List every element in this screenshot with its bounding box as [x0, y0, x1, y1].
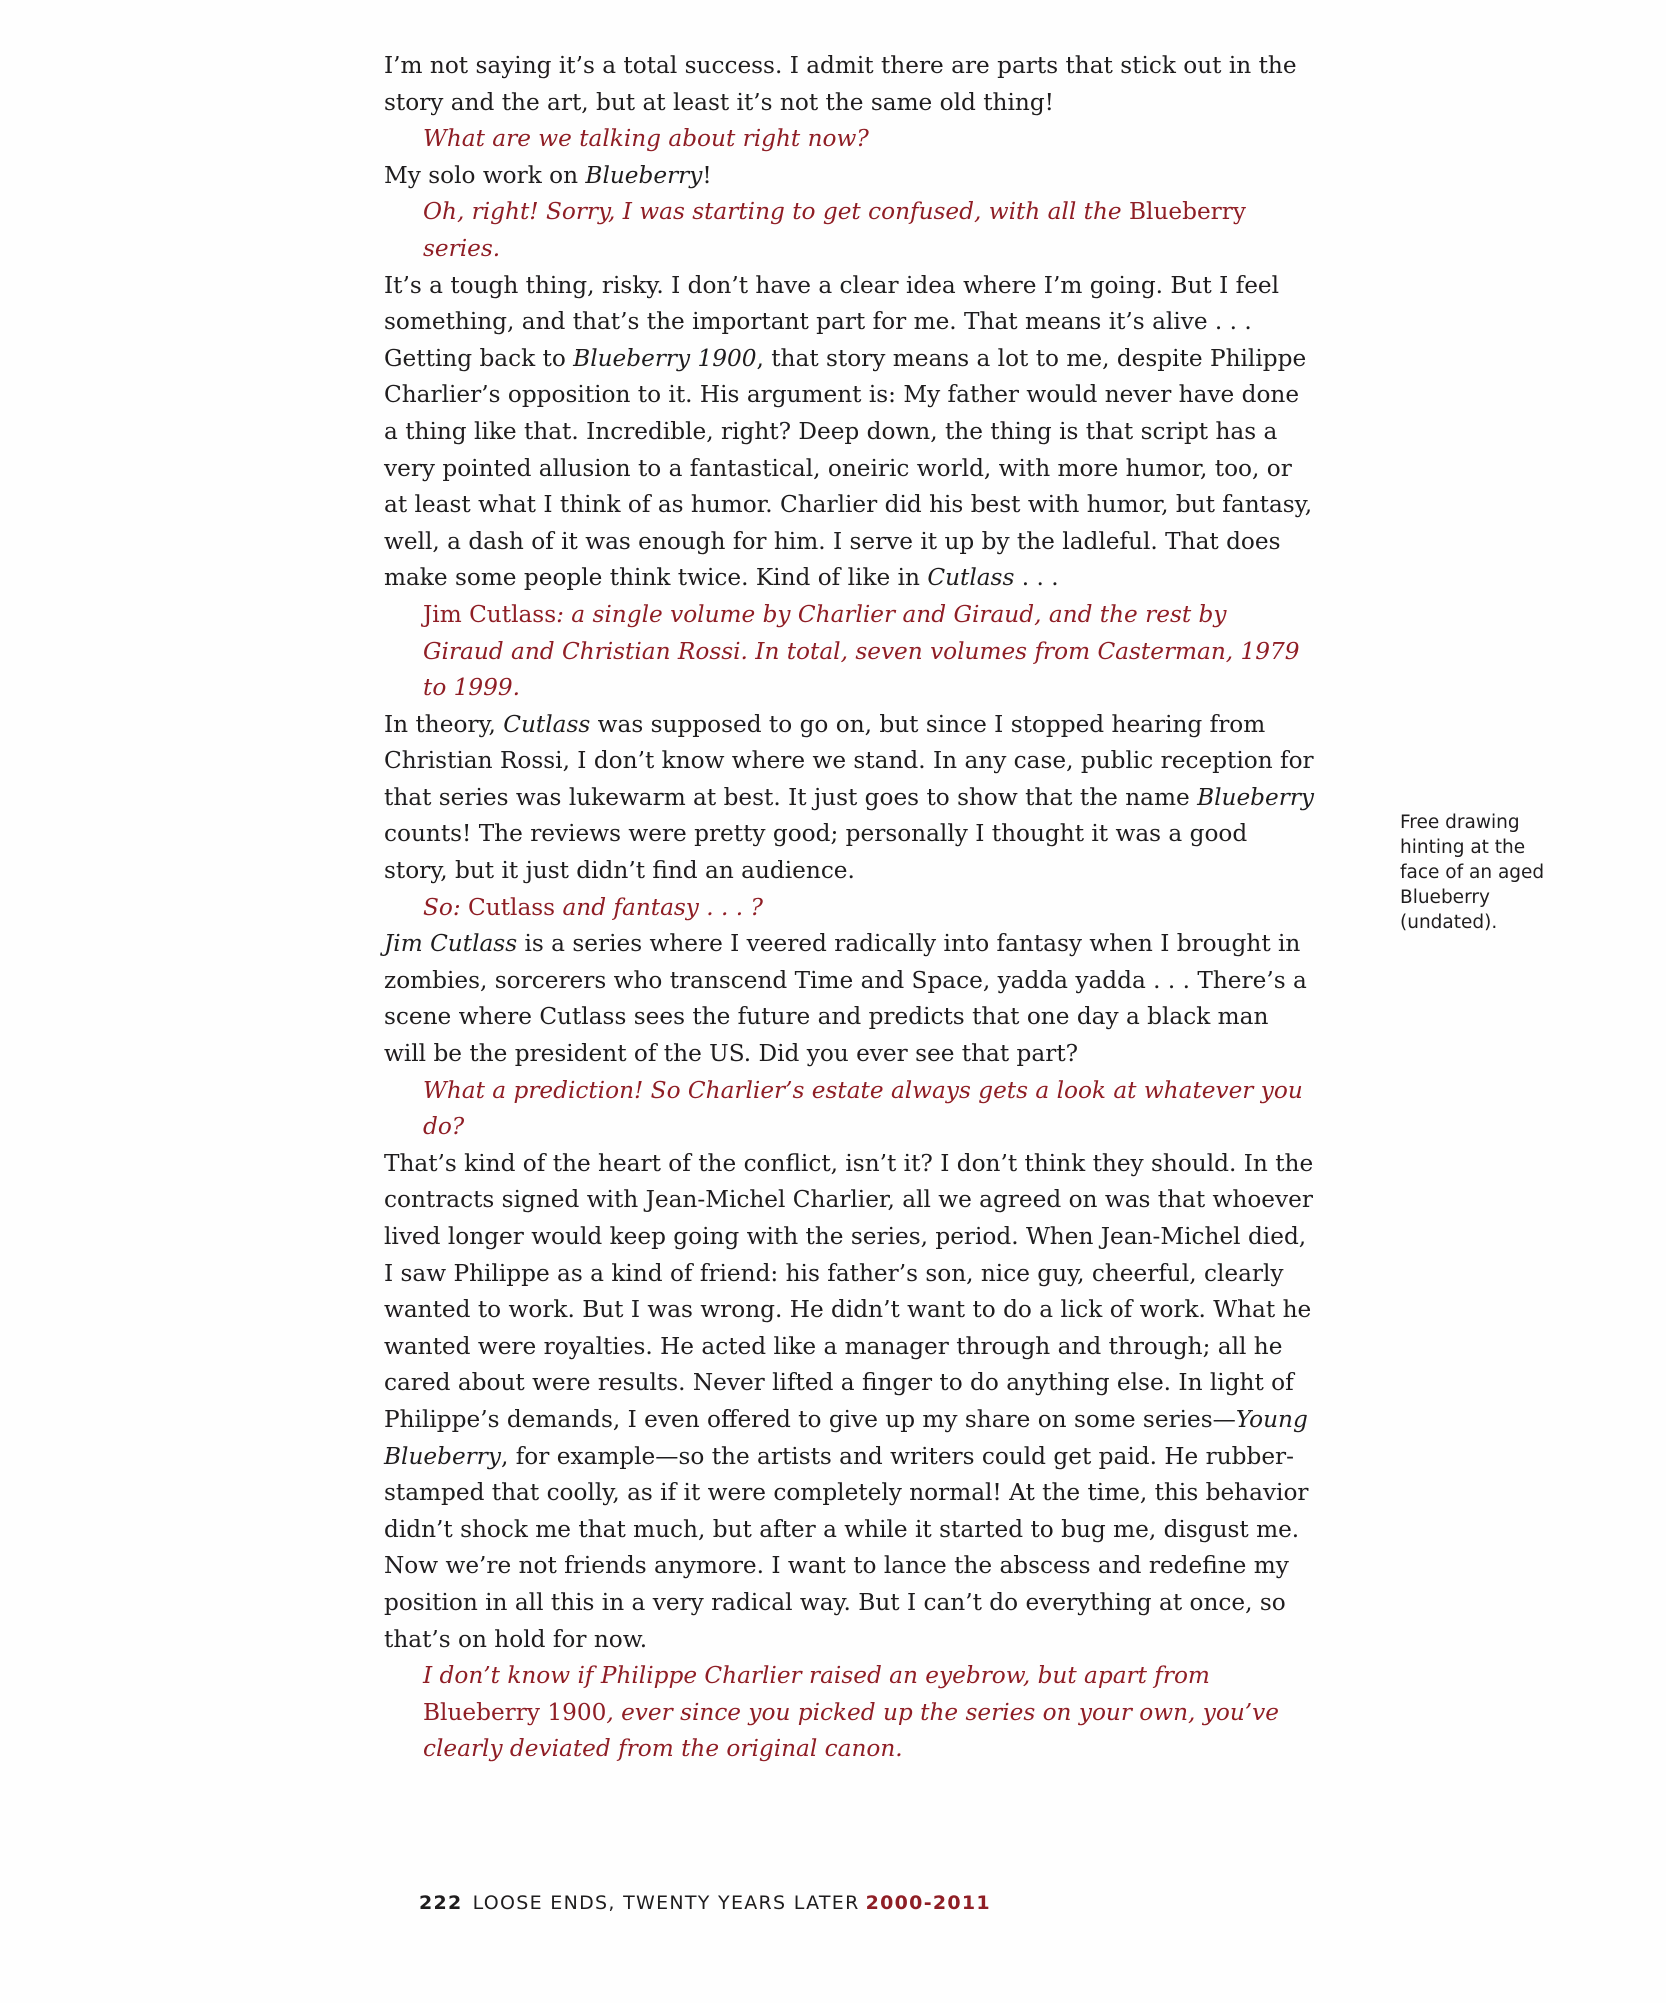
answer-text: I’m not saying it’s a total success. I admit there are parts that stick out in the story and the art, but at least it’s not the same old thing! [384, 52, 1297, 116]
question-text: : a single volume by Charlier and Giraud, and the rest by Giraud and Christian Rossi. In total, seven volumes from Casterman, 1979 to 1999. [423, 600, 1300, 702]
question-paragraph [384, 1658, 1314, 1768]
answer-text: My solo work on [384, 161, 586, 189]
answer-paragraph [384, 48, 1314, 121]
answer-paragraph [384, 926, 1314, 1072]
answer-paragraph [384, 158, 1314, 195]
interview-text-column [384, 48, 1314, 1768]
page-number: 222 [419, 1892, 463, 1914]
answer-text: counts! The reviews were pretty good; personally I thought it was a good story, but it just didn’t find an audience. [384, 820, 1248, 885]
answer-text: , that story means a lot to me, despite Philippe Charlier’s opposition to it. His argument is: My father would never have done a thing like that. Incredible, right? Deep down, the thing is that script has a very pointed allusion to a fantastical, oneiric world, with more humor, too, or at least what I think of as humor. Charlier did his best with humor, but fantasy, well, a dash of it was enough for him. I serve it up by the ladleful. That does make some people think twice. Kind of like in [384, 344, 1313, 592]
chapter-period: 2000-2011 [865, 1892, 991, 1914]
series-title: Blueberry 1900 [573, 344, 757, 372]
series-title: Cutlass [503, 710, 591, 738]
series-title: Cutlass [927, 564, 1015, 592]
answer-paragraph [384, 1146, 1314, 1658]
answer-text: That’s kind of the heart of the conflict, isn’t it? I don’t think they should. In the contracts signed with Jean-Michel Charlier, all we agreed on was that whoever lived longer would keep going with the series, period. When Jean-Michel died, I saw Philippe as a kind of friend: his father’s son, nice guy, cheerful, clearly wanted to work. But I was wrong. He didn’t want to do a lick of work. What he wanted were royalties. He acted like a manager through and through; all he cared about were results. Never lifted a finger to do anything else. In light of Philippe’s demands, I even offered to give up my share on some series— [384, 1149, 1314, 1433]
series-title: Blueberry [1128, 198, 1246, 226]
series-title: Blueberry 1900 [423, 1698, 607, 1726]
question-text: , ever since you picked up the series on your own, you’ve clearly deviated from the original canon. [423, 1698, 1279, 1763]
question-paragraph [384, 194, 1314, 267]
question-text: Oh, right! Sorry, I was starting to get confused, with all the [423, 198, 1129, 226]
series-title: Jim Cutlass [423, 600, 557, 628]
question-paragraph [384, 121, 1314, 158]
answer-paragraph [384, 268, 1314, 597]
question-text: So: [423, 893, 469, 921]
question-text: series. [423, 234, 501, 262]
question-text: What are we talking about right now? [423, 125, 869, 153]
question-text: What a prediction! So Charlier’s estate always gets a look at whatever you do? [423, 1076, 1303, 1141]
answer-text: was supposed to go on, but since I stopped hearing from Christian Rossi, I don’t know where we stand. In any case, public reception for that series was lukewarm at best. It just goes to show that the name [384, 710, 1314, 811]
series-title: Young Blueberry [384, 1405, 1308, 1470]
question-paragraph [384, 890, 1314, 927]
question-text: and fantasy . . . ? [555, 893, 763, 921]
series-title: Blueberry [1197, 783, 1315, 811]
image-caption [1400, 810, 1570, 935]
answer-text: , for example—so the artists and writers could get paid. He rubber-stamped that coolly, as if it were completely normal! At the time, this behavior didn’t shock me that much, but after a while it started to bug me, disgust me. Now we’re not friends anymore. I want to lance the abscess and redefine my position in all this in a very radical way. But I can’t do everything at once, so that’s on hold for now. [384, 1442, 1309, 1653]
answer-paragraph [384, 707, 1314, 890]
question-text: I don’t know if Philippe Charlier raised an eyebrow, but apart from [423, 1662, 1210, 1690]
answer-text: ! [702, 161, 712, 189]
answer-text: In theory, [384, 710, 504, 738]
question-paragraph [384, 597, 1314, 707]
series-title: Blueberry [585, 161, 703, 189]
chapter-title: LOOSE ENDS, TWENTY YEARS LATER [472, 1892, 860, 1914]
answer-text: is a series where I veered radically into fantasy when I brought in zombies, sorcerers who transcend Time and Space, yadda yadda . . . There’s a scene where Cutlass sees the future and predicts that one day a black man will be the president of the US. Did you ever see that part? [384, 930, 1307, 1068]
answer-text: It’s a tough thing, risky. I don’t have a clear idea where I’m going. But I feel something, and that’s the important part for me. That means it’s alive . . . Getting back to [384, 271, 1280, 372]
question-paragraph [384, 1073, 1314, 1146]
page-footer [419, 1892, 991, 1914]
series-title: Cutlass [468, 893, 556, 921]
caption-text: Free drawing hinting at the face of an aged Blueberry (undated). [1400, 812, 1545, 933]
answer-text: . . . [1014, 564, 1059, 592]
series-title: Jim Cutlass [384, 930, 518, 958]
